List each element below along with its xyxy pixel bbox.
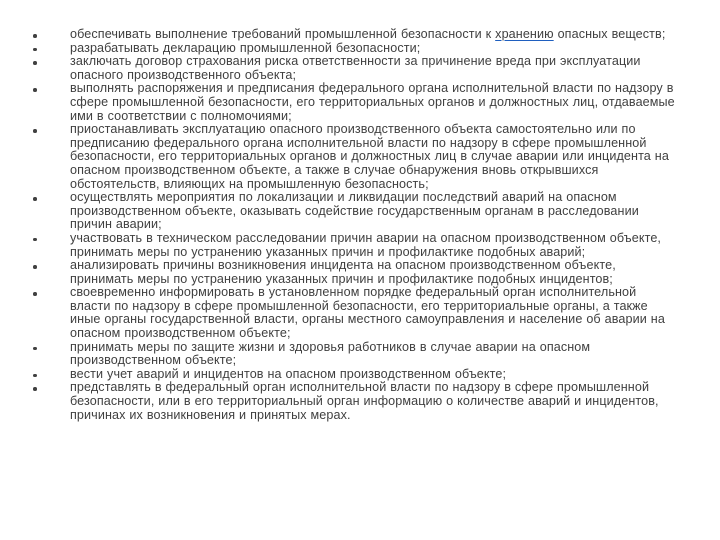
bullet-item-suspend [32, 123, 680, 191]
bullet-icon [33, 265, 37, 269]
bullet-text: разрабатывать декларацию промышленной безопасности; [70, 40, 421, 55]
bullet-icon [33, 387, 37, 391]
bullet-text: своевременно информировать в установленном порядке федеральный орган исполнительной власти по надзору в сфере промышленной безопасности, его территориальные органы, а также иные органы государственной власти, органы местного самоуправления и население об аварии на опасном производственном объекте; [70, 285, 665, 341]
bullet-icon [33, 129, 37, 133]
bullet-text: представлять в федеральный орган исполнительной власти по надзору в сфере промышленной безопасности, или в его территориальный орган информацию о количестве аварий и инцидентов, причинах их возникновения и принятых мерах. [70, 380, 659, 422]
bullet-text-before-link: обеспечивать выполнение требований промышленной безопасности к [70, 27, 496, 41]
bullet-item-protect-workers [32, 341, 680, 368]
bullet-text: выполнять распоряжения и предписания федерального органа исполнительной власти по надзору в сфере промышленной безопасности, его территориальных органов и должностных лиц, отдаваемые ими в соответствии с полномочиями; [70, 81, 675, 123]
bullet-icon [33, 61, 37, 65]
bullet-text: приостанавливать эксплуатацию опасного производственного объекта самостоятельно или по предписанию федерального органа исполнительной власти по надзору в сфере промышленной безопасности, его территориальных органов и должностных лиц в случае аварии или инцидента на опасном производственном объекте, а также в случае обнаружения вновь открывшихся обстоятельств, влияющих на промышленную безопасность; [70, 122, 669, 191]
bullet-item-declaration [32, 42, 680, 56]
obligations-bullet-list [32, 28, 680, 422]
bullet-icon [33, 197, 37, 201]
bullet-icon [33, 48, 37, 52]
bullet-item-insurance [32, 55, 680, 82]
bullet-text: вести учет аварий и инцидентов на опасном производственном объекте; [70, 366, 507, 381]
bullet-icon [33, 34, 37, 38]
bullet-text-after-link: опасных веществ; [553, 27, 666, 41]
bullet-text: заключать договор страхования риска ответственности за причинение вреда при эксплуатации опасного производственного объекта; [70, 54, 641, 82]
bullet-text: осуществлять мероприятия по локализации и ликвидации последствий аварий на опасном производственном объекте, оказывать содействие государственным органам в расследовании причин аварии; [70, 190, 639, 232]
bullet-icon [33, 374, 37, 378]
bullet-item-incident-analysis [32, 259, 680, 286]
bullet-text: участвовать в техническом расследовании причин аварии на опасном производственном объекте, принимать меры по устранению указанных причин и профилактике подобных аварий; [70, 230, 662, 259]
bullet-item-localization [32, 191, 680, 232]
bullet-item-orders [32, 82, 680, 123]
bullet-icon [33, 88, 37, 92]
bullet-item-storage [32, 28, 680, 42]
bullet-item-inform [32, 286, 680, 340]
bullet-icon [33, 347, 37, 351]
bullet-item-investigation [32, 232, 680, 259]
storage-link[interactable]: хранению [495, 27, 554, 41]
bullet-icon [33, 238, 37, 242]
bullet-text: анализировать причины возникновения инцидента на опасном производственном объекте, принимать меры по устранению указанных причин и профилактике подобных инцидентов; [70, 258, 616, 286]
bullet-icon [33, 292, 37, 296]
bullet-item-report [32, 381, 680, 422]
bullet-text: принимать меры по защите жизни и здоровья работников в случае аварии на опасном производственном объекте; [70, 339, 591, 368]
bullet-item-accounting [32, 368, 680, 382]
